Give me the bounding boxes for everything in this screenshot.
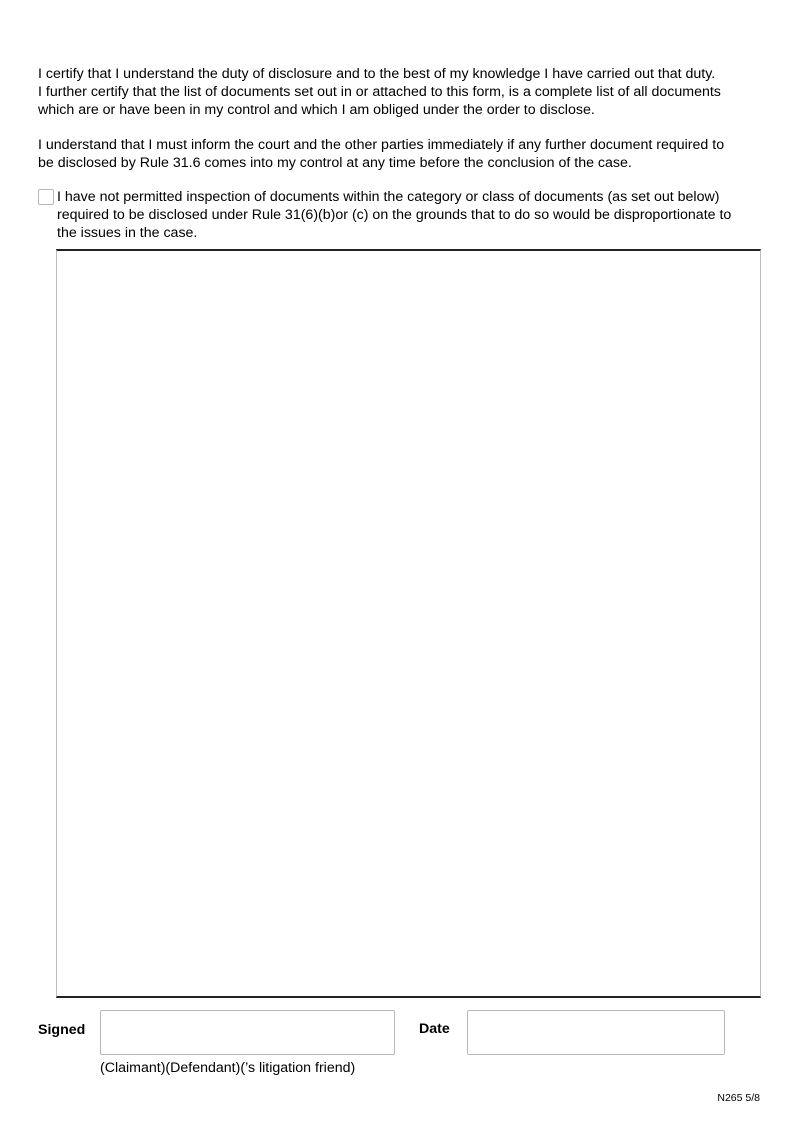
duty-to-inform-line: I understand that I must inform the court and the other parties immediately if any further document required to xyxy=(38,137,725,153)
certification-line: I certify that I understand the duty of disclosure and to the best of my knowledge I have carried out that duty. xyxy=(38,66,716,82)
withheld-documents-details-field[interactable] xyxy=(56,249,761,998)
inspection-not-permitted-checkbox[interactable] xyxy=(38,189,54,205)
inspection-label-line: I have not permitted inspection of documents within the category or class of documents (as set out below) xyxy=(57,189,720,205)
form-code: N265 5/8 xyxy=(717,1092,760,1104)
certification-line: which are or have been in my control and which I am obliged under the order to disclose. xyxy=(38,102,595,118)
duty-to-inform-paragraph xyxy=(38,136,762,172)
inspection-label-line: the issues in the case. xyxy=(57,225,198,241)
inspection-label-line: required to be disclosed under Rule 31(6)(b)or (c) on the grounds that to do so would be disproportionate to xyxy=(57,207,732,223)
inspection-not-permitted-label xyxy=(57,188,762,242)
date-field[interactable] xyxy=(467,1010,725,1055)
duty-to-inform-line: be disclosed by Rule 31.6 comes into my control at any time before the conclusion of the case. xyxy=(38,155,632,171)
certification-line: I further certify that the list of documents set out in or attached to this form, is a complete list of all documents xyxy=(38,84,721,100)
signed-label: Signed xyxy=(38,1022,86,1038)
signature-field[interactable] xyxy=(100,1010,395,1055)
date-label: Date xyxy=(419,1021,450,1037)
signatory-role-caption: (Claimant)(Defendant)(’s litigation friend) xyxy=(100,1060,356,1076)
certification-paragraph xyxy=(38,65,762,119)
